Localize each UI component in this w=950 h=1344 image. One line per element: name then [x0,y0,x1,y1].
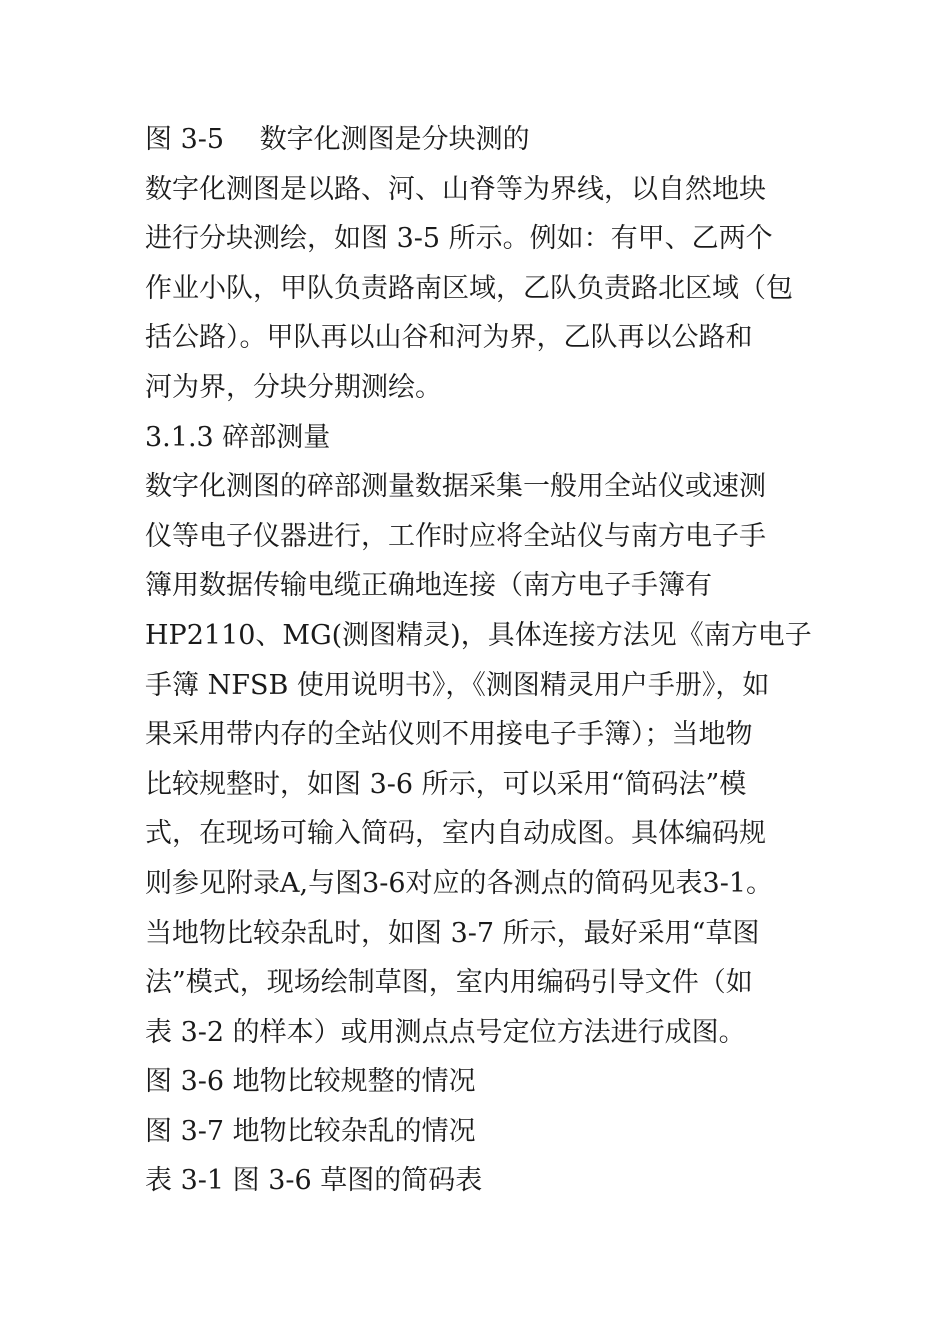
paragraph-line: HP2110、MG(测图精灵)，具体连接方法见《南方电子 [145,619,812,651]
paragraph-line: 括公路）。甲队再以山谷和河为界，乙队再以公路和 [145,322,753,354]
figure-caption-3-5: 图 3-5 数字化测图是分块测的 [145,124,530,155]
paragraph-line: 数字化测图是以路、河、山脊等为界线，以自然地块 [145,173,766,205]
section-heading-3-1-3: 3.1.3 碎部测量 [145,421,331,453]
table-caption-3-1: 表 3-1 图 3-6 草图的简码表 [145,1165,483,1197]
paragraph-line: 仪等电子仪器进行，工作时应将全站仪与南方电子手 [145,520,766,552]
paragraph-line: 果采用带内存的全站仪则不用接电子手簿）；当地物 [145,719,753,751]
paragraph-line: 河为界，分块分期测绘。 [145,371,442,403]
paragraph-line: 簿用数据传输电缆正确地连接（南方电子手簿有 [145,570,712,602]
paragraph-line: 作业小队，甲队负责路南区域，乙队负责路北区域（包 [145,272,793,304]
paragraph-line: 法”模式，现场绘制草图，室内用编码引导文件（如 [145,967,753,999]
paragraph-line: 表 3-2 的样本）或用测点点号定位方法进行成图。 [145,1016,746,1048]
paragraph-line: 式，在现场可输入简码，室内自动成图。具体编码规 [145,818,766,850]
paragraph-line: 则参见附录A,与图3-6对应的各测点的简码见表3-1。 [145,867,774,899]
paragraph-line: 数字化测图的碎部测量数据采集一般用全站仪或速测 [145,471,766,503]
paragraph-line: 当地物比较杂乱时，如图 3-7 所示，最好采用“草图 [145,917,760,949]
paragraph-line: 比较规整时，如图 3-6 所示，可以采用“简码法”模 [145,768,747,800]
figure-caption-3-6: 图 3-6 地物比较规整的情况 [145,1066,476,1098]
paragraph-line: 手簿 NFSB 使用说明书》，《测图精灵用户手册》，如 [145,669,770,701]
document-page [145,115,810,1206]
figure-caption-3-7: 图 3-7 地物比较杂乱的情况 [145,1115,476,1147]
paragraph-line: 进行分块测绘，如图 3-5 所示。例如：有甲、乙两个 [145,223,773,255]
